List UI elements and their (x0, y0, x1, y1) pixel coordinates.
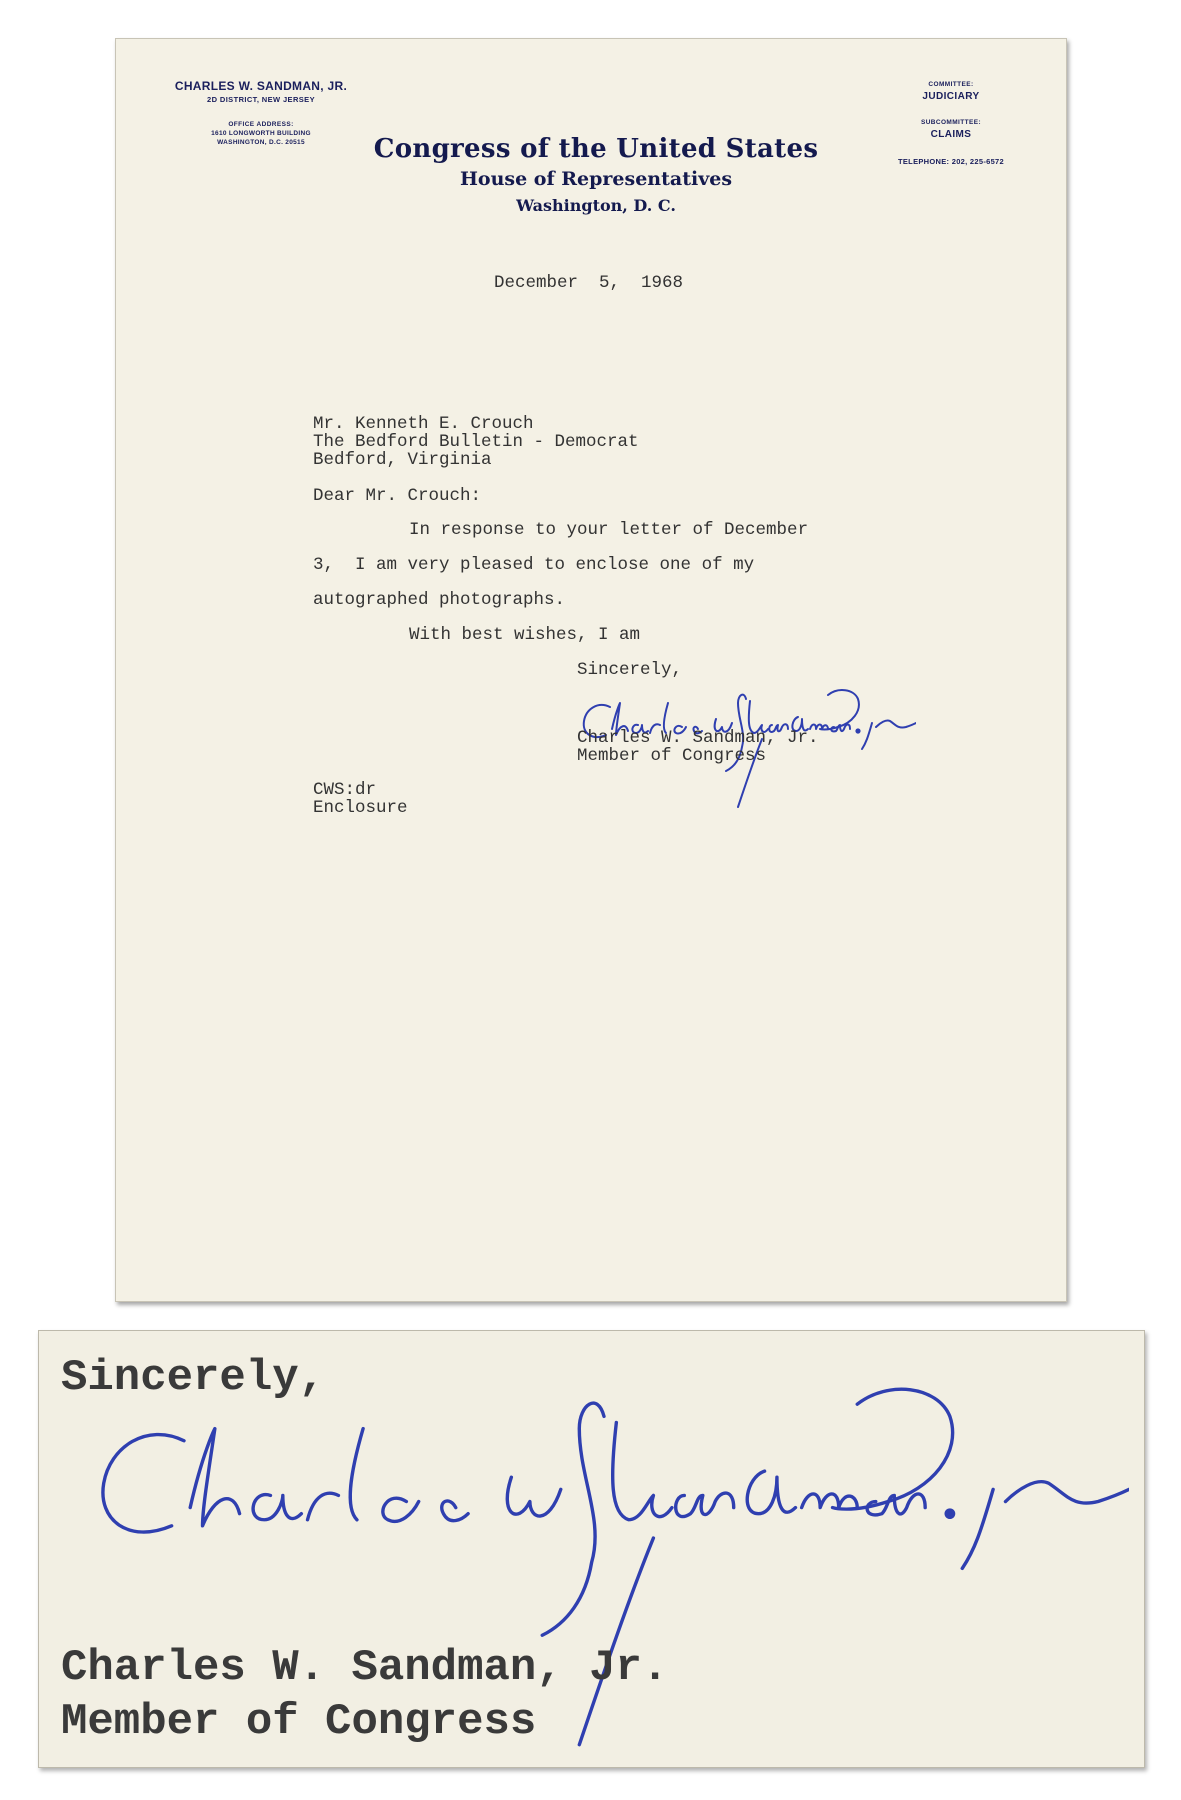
telephone-line: TELEPHONE: 202, 225-6572 (898, 157, 1004, 166)
committee-value: JUDICIARY (922, 91, 980, 102)
house-title: House of Representatives (459, 168, 733, 190)
detail-signer-title: Member of Congress (61, 1697, 537, 1747)
letterhead-left-block (146, 79, 376, 146)
enclosure-note: Enclosure (313, 798, 408, 818)
body-line-3: autographed photographs. (313, 590, 566, 610)
committee-label: COMMITTEE: (928, 81, 974, 88)
signer-title: Member of Congress (577, 746, 767, 766)
subcommittee-value: CLAIMS (930, 129, 972, 140)
congressman-name: CHARLES W. SANDMAN, JR. (174, 79, 348, 93)
letterhead-title-block (356, 134, 836, 215)
letter-date: December 5, 1968 (494, 273, 684, 293)
office-address-line1: 1610 LONGWORTH BUILDING (211, 130, 311, 137)
signature-detail-panel (38, 1330, 1145, 1768)
detail-signer-name: Charles W. Sandman, Jr. (61, 1643, 669, 1693)
signer-name: Charles W. Sandman, Jr. (577, 728, 819, 748)
salutation: Dear Mr. Crouch: (313, 486, 482, 506)
detail-closing: Sincerely, (61, 1353, 326, 1403)
city-title: Washington, D. C. (516, 196, 676, 215)
typist-initials: CWS:dr (313, 780, 377, 800)
office-address-label: OFFICE ADDRESS: (228, 121, 294, 128)
body-line-1: In response to your letter of December (409, 520, 809, 540)
office-address-line2: WASHINGTON, D.C. 20515 (217, 139, 305, 146)
closing: Sincerely, (577, 660, 683, 680)
recipient-line-3: Bedford, Virginia (313, 450, 492, 470)
subcommittee-label: SUBCOMMITTEE: (920, 119, 982, 126)
district-line: 2D DISTRICT, NEW JERSEY (207, 95, 315, 104)
letter-sheet (115, 38, 1067, 1302)
letterhead-right-block (856, 81, 1046, 166)
recipient-line-2: The Bedford Bulletin - Democrat (313, 432, 639, 452)
body-line-4: With best wishes, I am (409, 625, 641, 645)
body-line-2: 3, I am very pleased to enclose one of my (313, 555, 755, 575)
congress-title: Congress of the United States (373, 134, 819, 164)
recipient-line-1: Mr. Kenneth E. Crouch (313, 414, 534, 434)
